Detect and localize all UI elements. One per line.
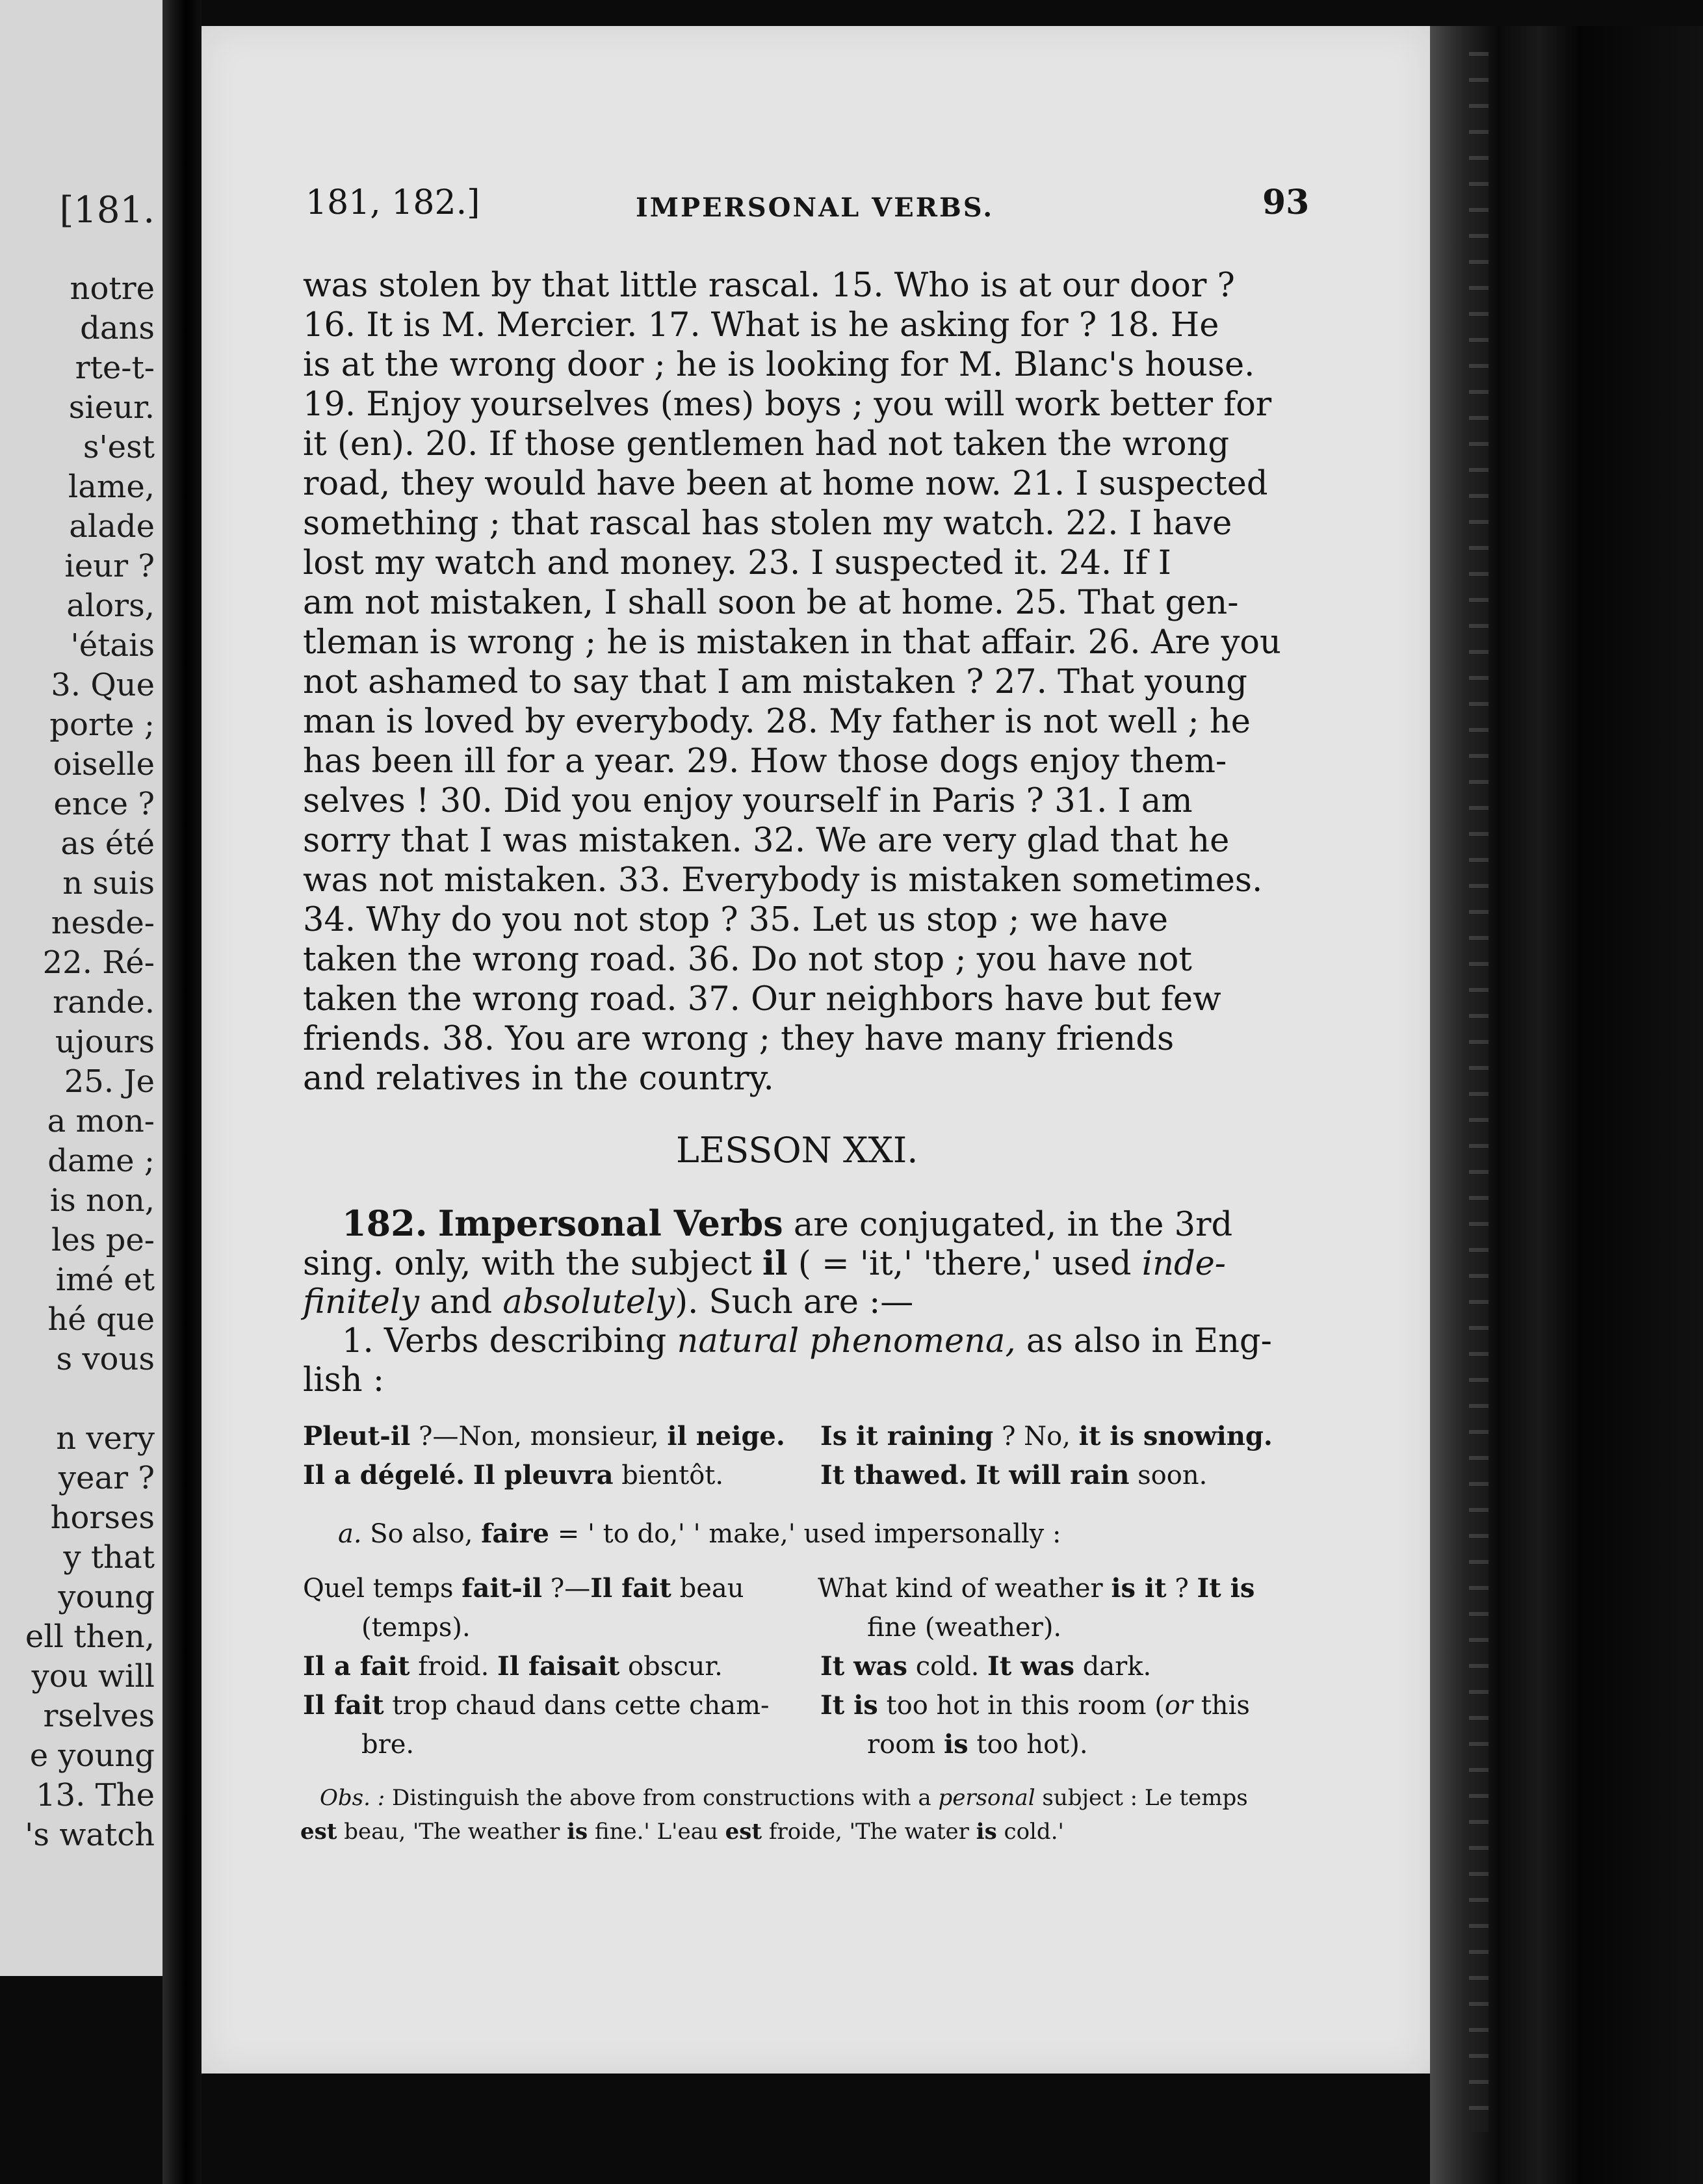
exercise-line: taken the wrong road. 37. Our neighbors have but few — [303, 980, 1221, 1019]
obs-bold: est — [300, 1819, 337, 1845]
fr-bold: il neige. — [667, 1421, 785, 1451]
left-page-line: 22. Ré- — [42, 944, 155, 981]
section-title: Impersonal Verbs — [437, 1202, 783, 1244]
observation-line-2 — [300, 1817, 1064, 1846]
left-page-line: year ? — [58, 1460, 155, 1496]
left-page-line: e young — [29, 1737, 155, 1774]
intro-italic: inde- — [1141, 1245, 1227, 1283]
fr-text: beau — [671, 1574, 744, 1604]
obs-bold: is — [976, 1819, 997, 1845]
en-bold: is — [943, 1729, 968, 1760]
left-page-line: 3. Que — [51, 667, 155, 703]
intro-bold-il: il — [762, 1244, 788, 1283]
en-text: this — [1193, 1691, 1250, 1721]
en-text: cold. — [907, 1652, 988, 1682]
left-page-line: s vous — [56, 1341, 155, 1377]
exercise-line: taken the wrong road. 36. Do not stop ; you have not — [303, 941, 1192, 979]
left-page-line: sieur. — [68, 389, 155, 426]
example-1-french — [303, 1421, 785, 1452]
left-page-line: alade — [69, 508, 155, 545]
exercise-line: and relatives in the country. — [303, 1060, 774, 1098]
left-page-line: [181. — [59, 189, 155, 231]
left-page-line: 's watch — [25, 1817, 155, 1853]
weather-1-french — [303, 1573, 744, 1604]
book-gutter — [162, 0, 202, 2184]
exercise-line: it (en). 20. If those gentlemen had not taken the wrong — [303, 425, 1230, 463]
obs-bold: est — [725, 1819, 762, 1845]
en-text: room — [867, 1730, 944, 1760]
fr-bold: Il fait — [303, 1690, 384, 1721]
left-page-line: horses — [50, 1500, 155, 1536]
exercise-line: friends. 38. You are wrong ; they have many friends — [303, 1020, 1175, 1058]
fr-bold: Il a dégelé. — [303, 1460, 465, 1490]
exercise-line: has been ill for a year. 29. How those dogs enjoy them- — [303, 742, 1227, 781]
point-text: 1. Verbs describing — [342, 1322, 677, 1360]
en-bold: is it — [1111, 1573, 1167, 1604]
left-page-line: 'étais — [70, 627, 155, 664]
section-intro-text: are conjugated, in the 3rd — [783, 1206, 1233, 1244]
left-page-line: 13. The — [36, 1777, 155, 1814]
left-page-line: porte ; — [49, 707, 155, 743]
obs-text: beau, 'The weather — [337, 1819, 567, 1845]
fr-bold: Il fait — [590, 1573, 671, 1604]
fr-text: trop chaud dans cette cham- — [384, 1691, 770, 1721]
left-page-line: ujours — [55, 1024, 155, 1060]
left-page-line: lame, — [68, 469, 155, 505]
left-page-line: ence ? — [53, 786, 155, 822]
point-1-line-1 — [342, 1322, 1272, 1361]
left-page-line: alors, — [66, 588, 155, 624]
running-title: IMPERSONAL VERBS. — [636, 192, 994, 223]
left-page-line: n very — [56, 1420, 155, 1457]
note-text: = ' to do,' ' make,' used impersonally : — [549, 1519, 1061, 1549]
point-text: as also in Eng- — [1015, 1322, 1272, 1360]
exercise-line: road, they would have been at home now. 21. I suspected — [303, 465, 1268, 503]
en-text — [967, 1461, 976, 1490]
exercise-line: not ashamed to say that I am mistaken ? 27. That young — [303, 663, 1247, 701]
left-page-line: a mon- — [47, 1103, 155, 1139]
intro-text: and — [419, 1283, 503, 1321]
en-text: ? No, — [993, 1422, 1079, 1451]
left-page-line: y that — [63, 1539, 155, 1576]
obs-text: fine.' L'eau — [588, 1819, 725, 1845]
exercise-line: sorry that I was mistaken. 32. We are very glad that he — [303, 822, 1230, 860]
section-number: 182. — [342, 1202, 428, 1244]
example-2-french — [303, 1460, 723, 1491]
intro-italic: finitely — [303, 1283, 419, 1321]
fr-text: Quel temps — [303, 1574, 462, 1604]
exercise-line: lost my watch and money. 23. I suspected it. 24. If I — [303, 544, 1171, 582]
en-text: dark. — [1074, 1652, 1152, 1682]
obs-text: froide, 'The water — [762, 1819, 976, 1845]
weather-3-french — [303, 1690, 770, 1721]
exercise-line: am not mistaken, I shall soon be at home. 25. That gen- — [303, 584, 1239, 622]
left-page-line: imé et — [55, 1262, 155, 1298]
example-1-english — [820, 1421, 1273, 1452]
weather-2-english — [820, 1651, 1151, 1682]
fr-text — [465, 1461, 473, 1490]
observation-line-1 — [320, 1784, 1248, 1812]
en-bold: It was — [987, 1651, 1074, 1682]
section-range: 181, 182.] — [306, 183, 480, 222]
fr-bold: Il faisait — [497, 1651, 620, 1682]
en-bold: Is it raining — [820, 1421, 994, 1451]
en-bold: It is — [820, 1690, 878, 1721]
exercise-line: 19. Enjoy yourselves (mes) boys ; you will work better for — [303, 385, 1272, 424]
en-bold: It is — [1197, 1573, 1255, 1604]
weather-1-english-cont: fine (weather). — [867, 1613, 1062, 1643]
en-bold: It was — [820, 1651, 907, 1682]
exercise-line: 16. It is M. Mercier. 17. What is he asking for ? 18. He — [303, 306, 1219, 344]
note-letter: a. — [338, 1519, 362, 1549]
intro-text: ). Such are :— — [675, 1283, 914, 1321]
obs-text: Distinguish the above from constructions with a — [385, 1785, 939, 1811]
fr-text: obscur. — [619, 1652, 723, 1682]
left-page-line: young — [58, 1579, 155, 1615]
weather-2-french — [303, 1651, 723, 1682]
weather-1-french-cont: (temps). — [361, 1613, 471, 1643]
left-page-line: les pe- — [51, 1222, 155, 1258]
left-page-line: is non, — [49, 1182, 155, 1219]
en-bold: It will rain — [976, 1460, 1130, 1490]
note-a — [338, 1518, 1061, 1550]
en-text: soon. — [1129, 1461, 1208, 1490]
note-bold: faire — [481, 1518, 549, 1549]
left-page-line: oiselle — [53, 746, 155, 783]
left-page-line: notre — [70, 270, 155, 307]
fr-text: ?—Non, monsieur, — [410, 1422, 668, 1451]
left-page-fragment — [0, 0, 162, 1976]
fr-text: bientôt. — [613, 1461, 724, 1490]
fr-bold: Pleut-il — [303, 1421, 411, 1451]
left-page-line: 25. Je — [64, 1063, 155, 1100]
page-number: 93 — [1262, 183, 1310, 222]
exercise-line: was not mistaken. 33. Everybody is mistaken sometimes. — [303, 861, 1263, 900]
en-text: What kind of weather — [818, 1574, 1112, 1604]
point-italic: natural phenomena, — [677, 1322, 1016, 1360]
weather-3-french-cont: bre. — [361, 1730, 415, 1760]
left-page-line: dame ; — [47, 1143, 155, 1179]
section-intro-line-3 — [303, 1283, 913, 1322]
exercise-line: tleman is wrong ; he is mistaken in that affair. 26. Are you — [303, 623, 1281, 662]
en-text: ? — [1166, 1574, 1197, 1604]
fr-text: ?— — [542, 1574, 591, 1604]
exercise-line: something ; that rascal has stolen my watch. 22. I have — [303, 504, 1232, 543]
left-page-line: as été — [60, 826, 155, 862]
en-italic: or — [1164, 1691, 1193, 1721]
intro-text: ( = 'it,' 'there,' used — [787, 1245, 1142, 1283]
left-page-line: dans — [80, 310, 155, 346]
intro-text: sing. only, with the subject — [303, 1245, 762, 1283]
exercise-line: was stolen by that little rascal. 15. Who is at our door ? — [303, 266, 1235, 305]
left-page-line: hé que — [47, 1301, 155, 1338]
en-text: too hot in this room ( — [878, 1691, 1165, 1721]
fr-text: froid. — [410, 1652, 498, 1682]
section-intro-line-2 — [303, 1244, 1226, 1284]
exercise-line: selves ! 30. Did you enjoy yourself in Paris ? 31. I am — [303, 782, 1193, 820]
exercise-line: man is loved by everybody. 28. My father is not well ; he — [303, 703, 1251, 741]
obs-text: subject : Le temps — [1035, 1785, 1248, 1811]
left-page-line: ell then, — [25, 1618, 155, 1655]
weather-3-english — [820, 1690, 1250, 1721]
obs-italic: personal — [938, 1785, 1035, 1811]
weather-3-english-cont — [867, 1729, 1088, 1760]
left-page-line: you will — [31, 1658, 155, 1695]
lesson-heading: LESSON XXI. — [676, 1130, 918, 1171]
obs-bold: is — [567, 1819, 588, 1845]
left-page-line: rande. — [53, 984, 155, 1020]
en-text: too hot). — [968, 1730, 1088, 1760]
left-page-line: nesde- — [51, 905, 155, 941]
en-bold: it is snowing. — [1078, 1421, 1273, 1451]
page-edges — [1430, 26, 1703, 2184]
intro-italic: absolutely — [502, 1283, 675, 1321]
exercise-line: 34. Why do you not stop ? 35. Let us stop ; we have — [303, 901, 1169, 939]
left-page-line: rte-t- — [75, 350, 155, 386]
exercise-line: is at the wrong door ; he is looking for M. Blanc's house. — [303, 346, 1255, 384]
left-page-line: ieur ? — [64, 548, 155, 584]
example-2-english — [820, 1460, 1207, 1491]
point-1-line-2: lish : — [303, 1361, 385, 1399]
left-page-line: s'est — [83, 429, 155, 465]
obs-label: Obs. : — [320, 1785, 385, 1811]
fr-bold: Il pleuvra — [473, 1460, 614, 1490]
fr-bold: Il a fait — [303, 1651, 410, 1682]
fr-bold: fait-il — [462, 1573, 543, 1604]
weather-1-english — [818, 1573, 1254, 1604]
left-page-line: n suis — [62, 865, 155, 902]
en-bold: It thawed. — [820, 1460, 968, 1490]
obs-text: cold.' — [996, 1819, 1064, 1845]
left-page-line: rselves — [43, 1698, 155, 1734]
section-intro-line-1 — [342, 1204, 1232, 1245]
note-text: So also, — [361, 1519, 482, 1549]
